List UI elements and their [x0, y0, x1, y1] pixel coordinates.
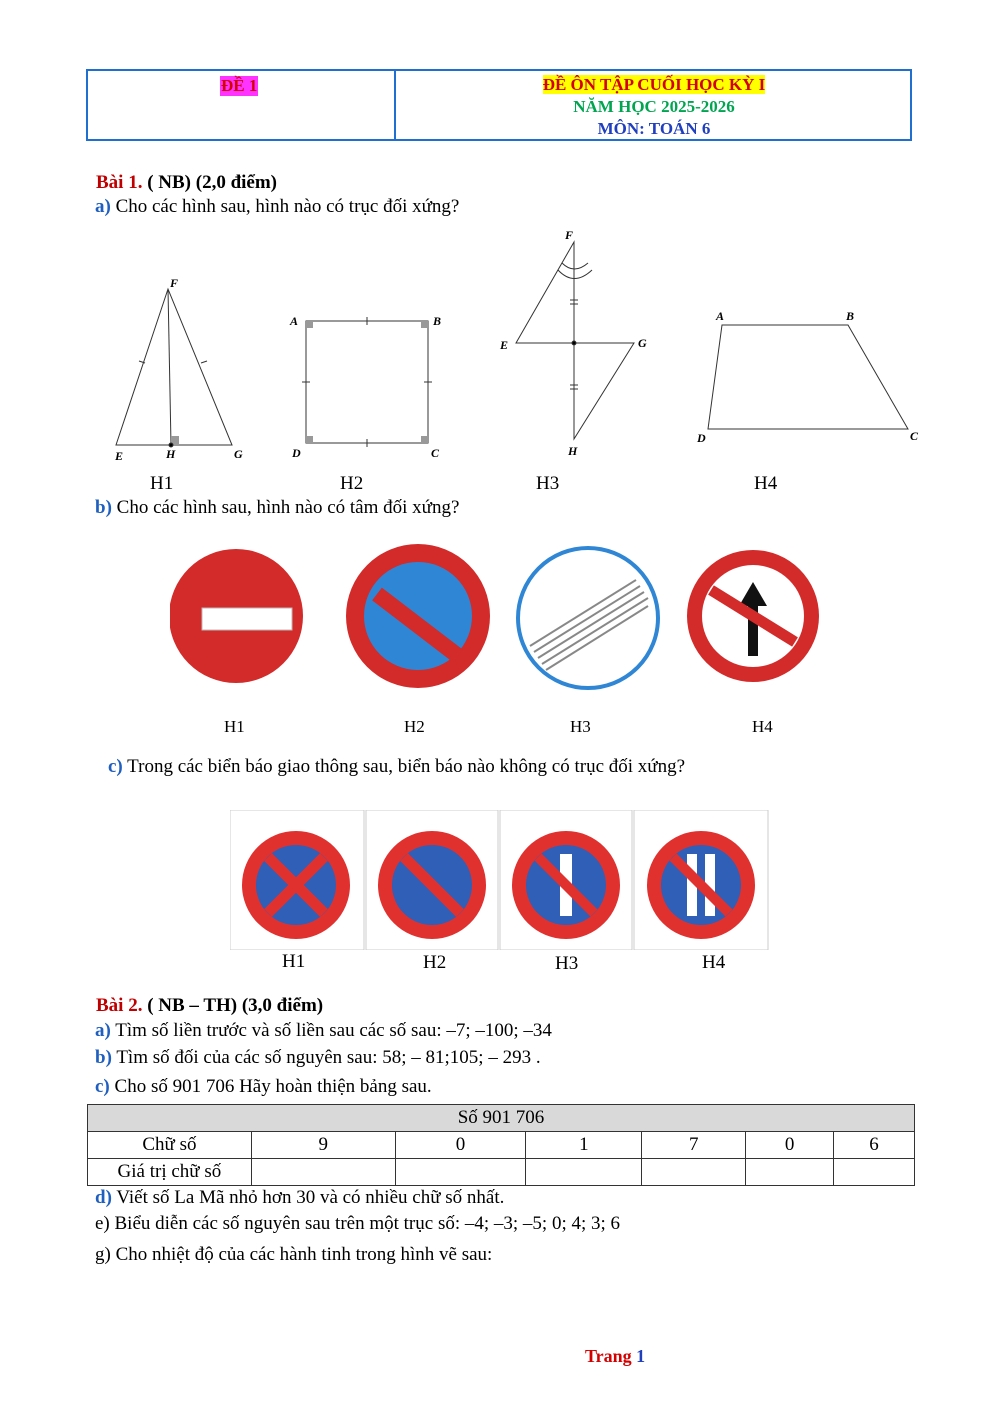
exam-number: ĐỀ 1	[221, 76, 258, 95]
subject: MÔN: TOÁN 6	[597, 119, 711, 138]
digit-cell: 6	[834, 1132, 915, 1159]
signs-row-c	[230, 810, 770, 950]
row-label-value: Giá trị chữ số	[88, 1159, 252, 1186]
geometry-figures	[100, 225, 930, 470]
svg-text:A: A	[716, 309, 725, 323]
fig-c-label-h4: H4	[702, 952, 726, 973]
school-year: NĂM HỌC 2025-2026	[573, 97, 735, 116]
no-parking-sign-icon	[346, 544, 490, 688]
fig-c-label-h1: H1	[282, 951, 306, 972]
svg-text:D: D	[292, 446, 301, 460]
value-cell[interactable]	[746, 1159, 834, 1186]
signs-row-b	[170, 538, 830, 698]
value-cell[interactable]	[834, 1159, 915, 1186]
value-cell[interactable]	[526, 1159, 642, 1186]
value-cell[interactable]	[251, 1159, 395, 1186]
svg-text:G: G	[638, 336, 647, 350]
bai2-c-question: c) Cho số 901 706 Hãy hoàn thiện bảng sau.	[95, 1076, 432, 1097]
fig-b-label-h3: H3	[570, 717, 591, 736]
fig-a-label-h4: H4	[754, 473, 778, 494]
svg-text:D: D	[697, 431, 706, 445]
rhombus-shape	[516, 242, 634, 439]
table-header: Số 901 706	[88, 1105, 915, 1132]
page-footer: Trang 1	[585, 1346, 646, 1366]
no-parking-odd-days-sign-icon	[512, 831, 620, 939]
no-parking-sign-c-icon	[378, 831, 486, 939]
bai2-b-question: b) Tìm số đối của các số nguyên sau: 58; – 81;105; – 293 .	[95, 1047, 541, 1068]
no-stopping-sign-icon	[242, 831, 350, 939]
svg-text:H: H	[568, 444, 578, 458]
row-label-digit: Chữ số	[88, 1132, 252, 1159]
end-restrictions-sign-icon	[518, 548, 658, 688]
bai1-heading: Bài 1. ( NB) (2,0 điểm)	[96, 172, 278, 193]
digit-cell: 9	[251, 1132, 395, 1159]
digit-cell: 0	[395, 1132, 526, 1159]
fig-a-label-h2: H2	[340, 473, 364, 494]
digit-cell: 1	[526, 1132, 642, 1159]
fig-c-label-h3: H3	[555, 953, 579, 974]
svg-text:E: E	[115, 449, 124, 463]
svg-text:C: C	[910, 429, 919, 443]
table-row	[88, 1159, 915, 1186]
svg-text:C: C	[431, 446, 440, 460]
table-row	[88, 1132, 915, 1159]
svg-text:G: G	[234, 447, 243, 461]
svg-text:B: B	[846, 309, 855, 323]
no-straight-sign-icon	[687, 550, 819, 682]
svg-text:E: E	[500, 338, 509, 352]
bai2-d-question: d) Viết số La Mã nhỏ hơn 30 và có nhiều chữ số nhất.	[95, 1187, 505, 1208]
fig-c-label-h2: H2	[423, 952, 447, 973]
svg-text:F: F	[565, 228, 574, 242]
fig-a-label-h1: H1	[150, 473, 174, 494]
triangle-shape	[116, 289, 232, 445]
digit-table	[87, 1104, 915, 1186]
trapezoid-shape	[708, 325, 908, 429]
exam-title: ĐỀ ÔN TẬP CUỐI HỌC KỲ I	[542, 75, 766, 94]
bai1-c-question: c) Trong các biển báo giao thông sau, biển báo nào không có trục đối xứng?	[108, 756, 686, 777]
fig-b-label-h2: H2	[404, 717, 425, 736]
fig-b-label-h1: H1	[224, 717, 245, 736]
svg-text:H: H	[166, 447, 176, 461]
digit-cell: 7	[642, 1132, 746, 1159]
bai2-heading: Bài 2. ( NB – TH) (3,0 điểm)	[96, 995, 324, 1016]
value-cell[interactable]	[395, 1159, 526, 1186]
no-entry-sign-icon	[170, 549, 303, 683]
header-box	[86, 69, 912, 141]
no-parking-even-days-sign-icon	[647, 831, 755, 939]
bai1-a-question: a) Cho các hình sau, hình nào có trục đối xứng?	[95, 196, 460, 217]
svg-text:B: B	[433, 314, 442, 328]
bai2-g-question: g) Cho nhiệt độ của các hành tinh trong hình vẽ sau:	[95, 1244, 493, 1265]
svg-text:A: A	[290, 314, 299, 328]
fig-b-label-h4: H4	[752, 717, 773, 736]
digit-cell: 0	[746, 1132, 834, 1159]
bai1-b-question: b) Cho các hình sau, hình nào có tâm đối xứng?	[95, 497, 460, 518]
bai2-a-question: a) Tìm số liền trước và số liền sau các số sau: –7; –100; –34	[95, 1020, 552, 1041]
bai2-e-question: e) Biểu diễn các số nguyên sau trên một trục số: –4; –3; –5; 0; 4; 3; 6	[95, 1213, 621, 1234]
fig-a-label-h3: H3	[536, 473, 560, 494]
svg-text:F: F	[170, 276, 179, 290]
value-cell[interactable]	[642, 1159, 746, 1186]
square-shape	[306, 321, 428, 443]
